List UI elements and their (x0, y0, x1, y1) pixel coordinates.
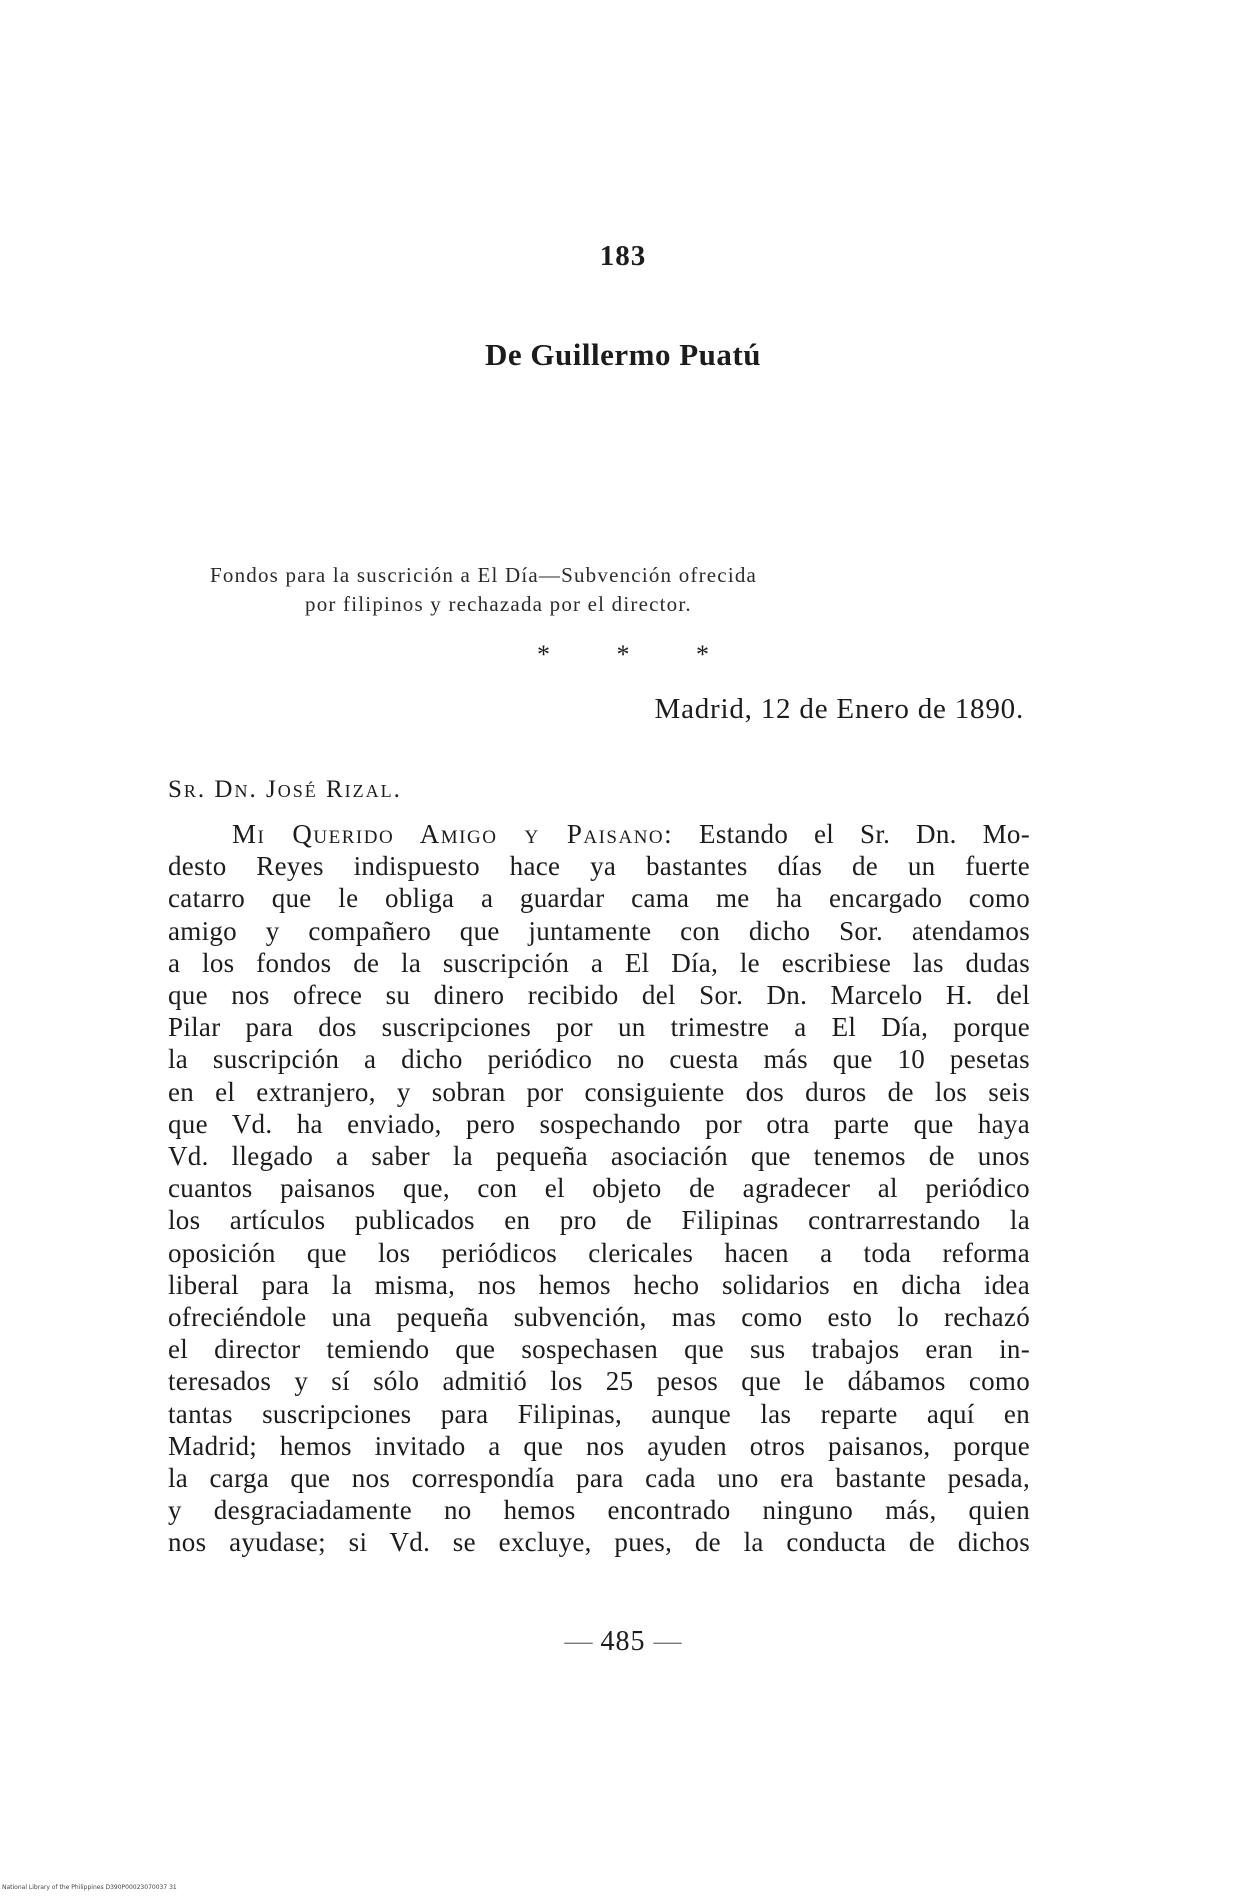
body-line: Pilar para dos suscripciones por un trimestre a El Día, porque (168, 1012, 1030, 1043)
scan-footer-note: National Library of the Philippines D390P00023070037 31 (2, 1884, 177, 1891)
body-line (168, 818, 1030, 850)
body-line: amigo y compañero que juntamente con dicho Sor. atendamos (168, 915, 1030, 946)
body-line: a los fondos de la suscripción a El Día, le escribiese las dudas (168, 947, 1030, 978)
body-line: desto Reyes indispuesto hace ya bastantes días de un fuerte (168, 851, 1030, 882)
body-line: y desgraciadamente no hemos encontrado ninguno más, quien (168, 1495, 1030, 1526)
body-line: en el extranjero, y sobran por consiguiente dos duros de los seis (168, 1076, 1030, 1107)
body-line: nos ayudase; si Vd. se excluye, pues, de la conducta de dichos (168, 1527, 1030, 1558)
body-line: catarro que le obliga a guardar cama me ha encargado como (168, 883, 1030, 914)
dateline: Madrid, 12 de Enero de 1890. (654, 693, 1024, 725)
page-number-dash-right: — (653, 1626, 682, 1657)
body-line: la suscripción a dicho periódico no cuesta más que 10 pesetas (168, 1044, 1030, 1075)
salutation: Sr. Dn. José Rizal. (168, 776, 402, 803)
letter-body (168, 818, 1030, 1559)
summary-line-1: Fondos para la suscrición a El Día—Subvención ofrecida (210, 563, 758, 587)
body-line: liberal para la misma, nos hemos hecho solidarios en dicha idea (168, 1269, 1030, 1300)
body-line: la carga que nos correspondía para cada uno era bastante pesada, (168, 1463, 1030, 1494)
body-line: que Vd. ha enviado, pero sospechando por otra parte que haya (168, 1108, 1030, 1139)
body-line: Vd. llegado a saber la pequeña asociación que tenemos de unos (168, 1141, 1030, 1172)
opening-smallcaps: Mi Querido Amigo y Paisano: (232, 819, 674, 849)
body-line: los artículos publicados en pro de Filipinas contrarrestando la (168, 1205, 1030, 1236)
body-line: cuantos paisanos que, con el objeto de agradecer al periódico (168, 1173, 1030, 1204)
body-line-text: Estando el Sr. Dn. Mo- (673, 819, 1030, 849)
body-line: el director temiendo que sospechasen que sus trabajos eran in- (168, 1334, 1030, 1365)
letter-number: 183 (599, 240, 647, 272)
section-asterisks: * * * (537, 640, 739, 669)
letter-summary (210, 561, 990, 619)
body-line: ofreciéndole una pequeña subvención, mas como esto lo rechazó (168, 1302, 1030, 1333)
body-line: teresados y sí sólo admitió los 25 pesos que le dábamos como (168, 1366, 1030, 1397)
page-number (0, 1626, 1246, 1658)
letter-title: De Guillermo Puatú (485, 337, 761, 372)
body-line: Madrid; hemos invitado a que nos ayuden otros paisanos, porque (168, 1430, 1030, 1461)
summary-line-2: por filipinos y rechazada por el director. (305, 592, 692, 616)
page-number-value: 485 (600, 1626, 646, 1657)
body-line: tantas suscripciones para Filipinas, aunque las reparte aquí en (168, 1398, 1030, 1429)
body-line: que nos ofrece su dinero recibido del Sor. Dn. Marcelo H. del (168, 980, 1030, 1011)
page-number-dash-left: — (564, 1626, 593, 1657)
body-line: oposición que los periódicos clericales hacen a toda reforma (168, 1237, 1030, 1268)
